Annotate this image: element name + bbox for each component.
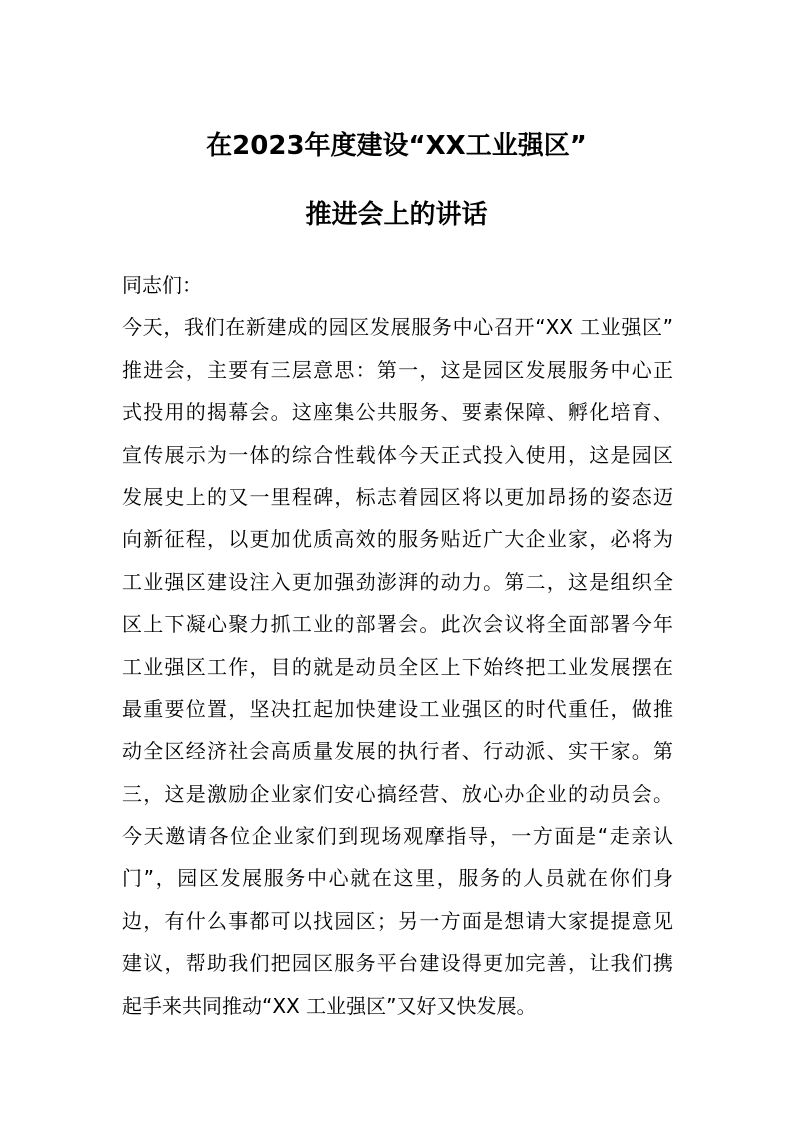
document-title-line-1: 在2023年度建设“XX工业强区” [206, 131, 587, 161]
body-text-line: 宣传展示为一体的综合性载体今天正式投入使用，这是园区 [122, 442, 673, 467]
body-text-line: 建议，帮助我们把园区服务平台建设得更加完善，让我们携 [122, 951, 673, 976]
body-text-line: 式投用的揭幕会。这座集公共服务、要素保障、孵化培育、 [122, 400, 673, 425]
body-text-line: 动全区经济社会高质量发展的执行者、行动派、实干家。第 [122, 739, 673, 764]
body-text-line: 三，这是激励企业家们安心搞经营、放心办企业的动员会。 [122, 781, 673, 806]
body-text-line: 最重要位置，坚决扛起加快建设工业强区的时代重任，做推 [122, 696, 673, 721]
body-text-line: 区上下凝心聚力抓工业的部署会。此次会议将全面部署今年 [122, 612, 673, 637]
body-text-line: 发展史上的又一里程碑，标志着园区将以更加昂扬的姿态迈 [122, 484, 673, 509]
body-text-line: 门”，园区发展服务中心就在这里，服务的人员就在你们身 [122, 866, 673, 891]
body-text-line: 今天，我们在新建成的园区发展服务中心召开“XX 工业强区” [122, 315, 673, 340]
body-text-line: 起手来共同推动“XX 工业强区”又好又快发展。 [122, 993, 537, 1018]
document-title-line-2: 推进会上的讲话 [305, 200, 488, 230]
speech-body [122, 267, 673, 1030]
body-text-line: 今天邀请各位企业家们到现场观摩指导，一方面是“走亲认 [122, 824, 673, 849]
body-text-line: 边，有什么事都可以找园区；另一方面是想请大家提提意见 [122, 908, 673, 933]
body-text-line: 工业强区建设注入更加强劲澎湃的动力。第二，这是组织全 [122, 569, 673, 594]
body-text-line: 向新征程，以更加优质高效的服务贴近广大企业家，必将为 [122, 527, 673, 552]
body-text-line: 推进会，主要有三层意思：第一，这是园区发展服务中心正 [122, 357, 673, 382]
body-text-line: 工业强区工作，目的就是动员全区上下始终把工业发展摆在 [122, 654, 673, 679]
salutation: 同志们： [122, 273, 202, 297]
